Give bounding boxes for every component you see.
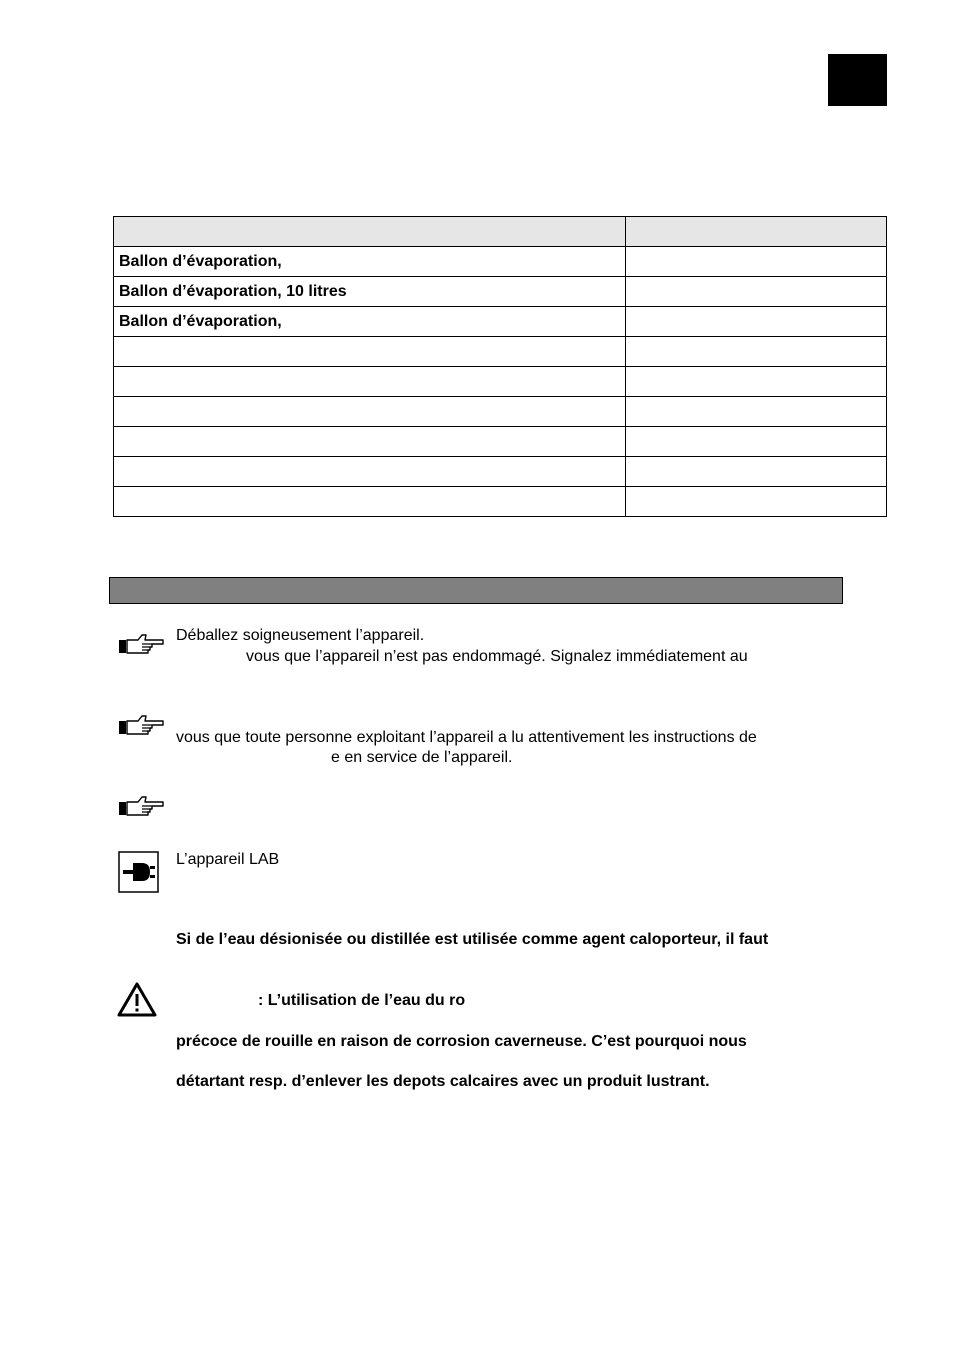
table-row (114, 427, 887, 457)
table-cell (114, 457, 626, 487)
table-cell: Ballon d’évaporation, (114, 307, 626, 337)
table-cell (114, 427, 626, 457)
table-row (114, 307, 887, 337)
pointing-hand-icon (118, 794, 166, 820)
unpack-instruction: Déballez soigneusement l’appareil. (176, 627, 425, 644)
table-cell (626, 487, 887, 517)
table-cell (626, 247, 887, 277)
read-instructions-line: e en service de l’appareil. (331, 749, 513, 766)
table-row (114, 367, 887, 397)
table-cell (114, 367, 626, 397)
pointing-hand-icon (118, 632, 166, 658)
accessories-table (113, 216, 887, 517)
table-cell (626, 217, 887, 247)
table-row (114, 397, 887, 427)
read-instructions-line: vous que toute personne exploitant l’appareil a lu attentivement les instructions de (176, 729, 757, 746)
warning-triangle-icon (117, 981, 157, 1018)
table-row (114, 337, 887, 367)
table-cell (114, 397, 626, 427)
table-cell (626, 337, 887, 367)
power-supply-text: L’appareil LAB (176, 851, 280, 868)
table-cell (114, 337, 626, 367)
warning-text: détartant resp. d’enlever les depots calcaires avec un produit lustrant. (176, 1073, 710, 1090)
table-row (114, 457, 887, 487)
table-row (114, 247, 887, 277)
table-row (114, 277, 887, 307)
heat-transfer-note: Si de l’eau désionisée ou distillée est utilisée comme agent caloporteur, il faut (176, 931, 769, 948)
table-cell (114, 217, 626, 247)
power-plug-icon (118, 851, 159, 893)
table-cell (626, 427, 887, 457)
inspect-instruction: vous que l’appareil n’est pas endommagé. Signalez immédiatement au (246, 648, 748, 665)
warning-text: : L’utilisation de l’eau du ro (258, 992, 466, 1009)
table-header-row (114, 217, 887, 247)
table-cell: Ballon d’évaporation, (114, 247, 626, 277)
table-cell (114, 487, 626, 517)
table-cell (626, 367, 887, 397)
table-cell (626, 457, 887, 487)
table-cell (626, 397, 887, 427)
table-cell (626, 307, 887, 337)
section-heading-bar (109, 577, 843, 604)
table-cell (626, 277, 887, 307)
pointing-hand-icon (118, 713, 166, 739)
table-row (114, 487, 887, 517)
warning-text: précoce de rouille en raison de corrosion caverneuse. C’est pourquoi nous (176, 1033, 747, 1050)
chapter-tab-marker (828, 54, 887, 106)
table-cell: Ballon d’évaporation, 10 litres (114, 277, 626, 307)
